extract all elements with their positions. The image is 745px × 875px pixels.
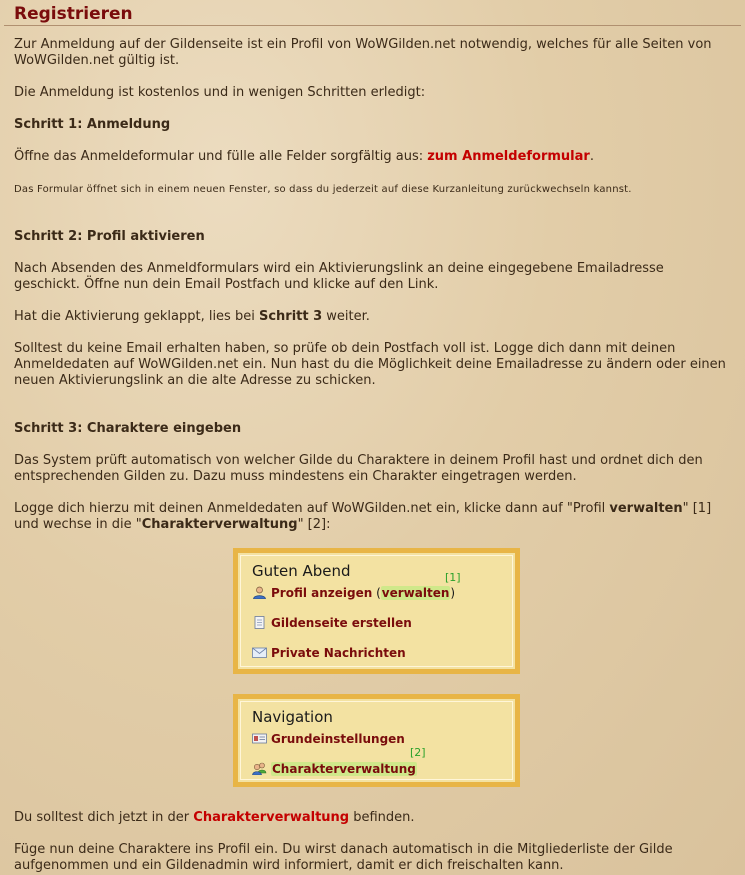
step1-small-note: Das Formular öffnet sich in einem neuen Fenster, so dass du jederzeit auf diese Kurzanleitung zurückwechseln kannst. [14,184,632,195]
create-guildpage-menu-item [252,616,412,630]
step3-text2-a: Logge dich hierzu mit deinen Anmeldedaten auf WoWGilden.net ein, klicke dann auf "Profil [14,501,610,516]
step3-text-1: Das System prüft automatisch von welcher Gilde du Charaktere in deinem Profil hast und ordnet dich den entsprechenden Gilden zu. Dazu muss mindestens ein Charakter eingetragen werden. [14,453,703,484]
profile-menu-item [252,586,455,600]
step1-text-after: . [589,149,594,164]
signup-form-link[interactable]: zum Anmeldeformular [427,149,590,164]
navigation-panel [233,694,520,787]
step2-text-1: Nach Absenden des Anmeldformulars wird ein Aktivierungslink an deine eingegebene Emailadresse geschickt. Öffne nun dein Email Postfach und klicke auf den Link. [14,261,664,292]
marker-2: [2] [410,746,426,759]
character-management-link[interactable]: Charakterverwaltung [272,762,416,776]
intro-text: Zur Anmeldung auf der Gildenseite ist ein Profil von WoWGilden.net notwendig, welches für alle Seiten von WoWGilden.net gültig ist. [14,37,712,68]
step2-text2-bold: Schritt 3 [258,309,323,324]
outro1-before: Du solltest dich jetzt in der [14,810,194,825]
step2-text2-before: Hat die Aktivierung geklappt, lies bei [14,309,259,324]
id-card-icon [252,732,267,745]
step2-text-2 [14,309,729,325]
greeting-panel [233,548,520,674]
envelope-icon [252,646,267,659]
step3-text2-e: " [2]: [297,517,331,532]
navigation-panel-title: Navigation [252,708,333,726]
outro-text-2: Füge nun deine Charaktere ins Profil ein. Du wirst danach automatisch in die Mitgliederliste der Gilde aufgenommen und ein Gildenadmin wird informiert, damit er dich freischalten kann. [14,842,673,873]
basic-settings-menu-item [252,732,405,746]
character-management-menu-item [252,762,417,776]
step3-text2-d: Charakterverwaltung [141,517,298,532]
user-icon [252,586,267,599]
manage-profile-link[interactable]: verwalten [381,586,450,600]
users-icon [252,762,267,775]
marker-1: [1] [445,571,461,584]
step2-text2-after: weiter. [322,309,370,324]
step1-text [14,149,729,165]
character-management-text-link[interactable]: Charakterverwaltung [193,810,350,825]
greeting-panel-title: Guten Abend [252,562,351,580]
page-title: Registrieren [14,4,133,24]
document-icon [252,616,267,629]
step3-heading: Schritt 3: Charaktere eingeben [14,421,242,436]
outro-text-1 [14,810,729,826]
step2-text-3: Solltest du keine Email erhalten haben, so prüfe ob dein Postfach voll ist. Logge dich dann mit deinen Anmeldedaten auf WoWGilden.net ein. Nun hast du die Möglichkeit deine Emailadresse zu ändern oder einen neuen Aktivierungslink an die alte Adresse zu schicken. [14,341,726,388]
private-messages-menu-item [252,646,406,660]
step3-text-2 [14,501,729,533]
free-note-text: Die Anmeldung ist kostenlos und in wenigen Schritten erledigt: [14,85,426,100]
step1-text-before: Öffne das Anmeldeformular und fülle alle Felder sorgfältig aus: [14,149,428,164]
paren-open: ( [372,586,381,600]
title-divider [4,25,741,26]
basic-settings-link[interactable]: Grundeinstellungen [271,732,405,746]
step3-text2-b: verwalten [609,501,683,516]
outro1-after: befinden. [349,810,415,825]
paren-close: ) [450,586,456,600]
private-messages-link[interactable]: Private Nachrichten [271,646,406,660]
step1-heading: Schritt 1: Anmeldung [14,117,171,132]
step2-heading: Schritt 2: Profil aktivieren [14,229,205,244]
create-guildpage-link[interactable]: Gildenseite erstellen [271,616,412,630]
step3-text2-c: " [1] und wechse in die " [14,501,712,532]
view-profile-link[interactable]: Profil anzeigen [271,586,373,600]
